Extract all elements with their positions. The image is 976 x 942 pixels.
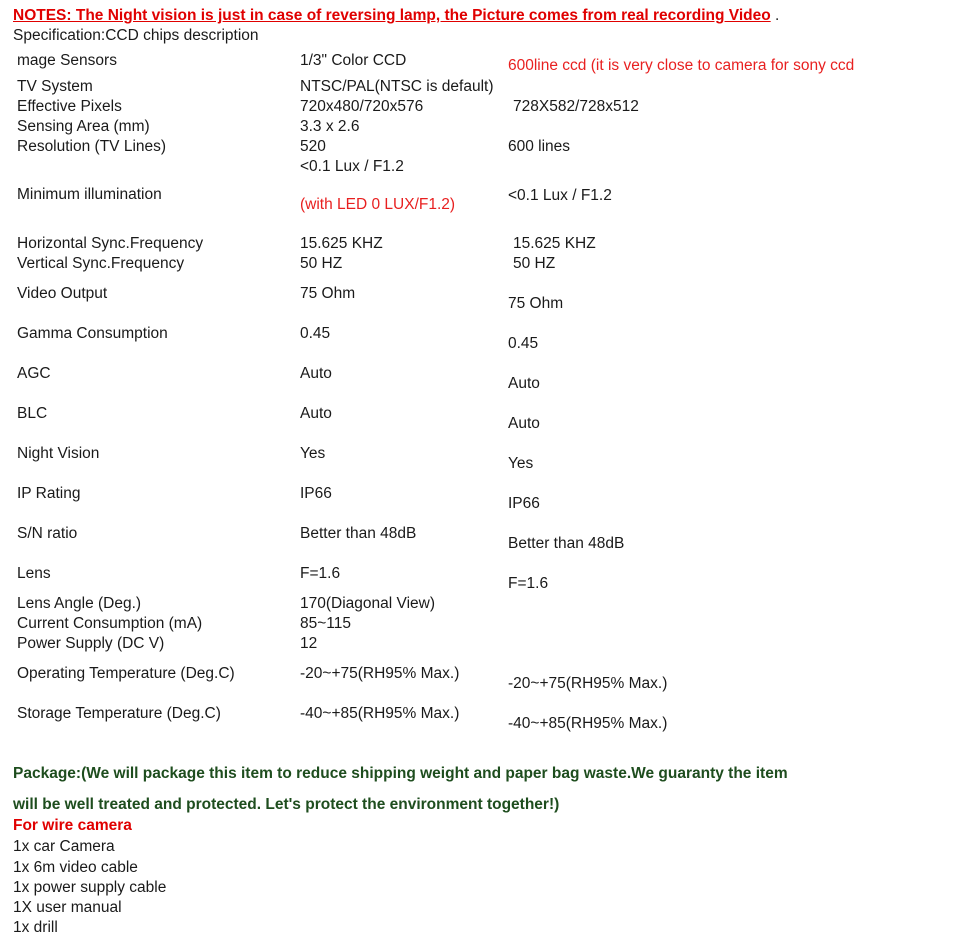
spec-label: Minimum illumination	[17, 186, 162, 203]
spec-value: Yes	[300, 445, 326, 462]
spec-value: Auto	[300, 365, 332, 382]
spec-label: Gamma Consumption	[17, 325, 168, 342]
spec-value: 50 HZ	[300, 255, 343, 272]
spec-label: TV System	[17, 78, 93, 95]
spec-value: IP66	[300, 485, 332, 502]
spec-title: Specification:CCD chips description	[13, 27, 259, 44]
spec-value-alt: 15.625 KHZ	[513, 235, 596, 252]
spec-value: <0.1 Lux / F1.2	[300, 158, 404, 175]
spec-label: Horizontal Sync.Frequency	[17, 235, 204, 252]
spec-value-alt: 50 HZ	[513, 255, 556, 272]
spec-label: Effective Pixels	[17, 98, 122, 115]
spec-value-alt: IP66	[508, 495, 540, 512]
package-item: 1x 6m video cable	[13, 859, 138, 876]
spec-label: Video Output	[17, 285, 108, 302]
spec-value-alt: 0.45	[508, 335, 539, 352]
spec-value-alt: <0.1 Lux / F1.2	[508, 187, 612, 204]
spec-value-alt: Auto	[508, 375, 540, 392]
package-item: 1x car Camera	[13, 838, 115, 855]
spec-value: 85~115	[300, 615, 352, 632]
spec-value: Auto	[300, 405, 332, 422]
spec-value: 1/3" Color CCD	[300, 52, 407, 69]
spec-label: IP Rating	[17, 485, 81, 502]
spec-label: Night Vision	[17, 445, 100, 462]
spec-label: Resolution (TV Lines)	[17, 138, 167, 155]
package-line-1: Package:(We will package this item to reduce shipping weight and paper bag waste.We guaranty the item	[13, 765, 788, 782]
spec-value: NTSC/PAL(NTSC is default)	[300, 78, 494, 95]
spec-label: Storage Temperature (Deg.C)	[17, 705, 221, 722]
spec-label: Sensing Area (mm)	[17, 118, 150, 135]
spec-value-alt: 728X582/728x512	[513, 98, 639, 115]
spec-value-alt: Better than 48dB	[508, 535, 625, 552]
spec-value: 12	[300, 635, 318, 652]
cropped-top-text	[70, 0, 270, 3]
spec-value: F=1.6	[300, 565, 341, 582]
spec-value-alt: 600line ccd (it is very close to camera for sony ccd	[508, 57, 855, 74]
notes-suffix: .	[775, 7, 780, 24]
spec-label: Lens Angle (Deg.)	[17, 595, 142, 612]
spec-value-alt: Yes	[508, 455, 534, 472]
spec-value-alt: Auto	[508, 415, 540, 432]
package-item: 1x power supply cable	[13, 879, 167, 896]
package-heading: For wire camera	[13, 817, 132, 834]
spec-value-alt: -20~+75(RH95% Max.)	[508, 675, 668, 692]
package-item: 1X user manual	[13, 899, 122, 916]
package-line-2: will be well treated and protected. Let's protect the environment together!)	[13, 796, 560, 813]
spec-value-note: (with LED 0 LUX/F1.2)	[300, 196, 456, 213]
spec-value: -20~+75(RH95% Max.)	[300, 665, 460, 682]
spec-label: Vertical Sync.Frequency	[17, 255, 185, 272]
notes-line	[13, 7, 779, 25]
spec-label: AGC	[17, 365, 51, 382]
package-item: 1x drill	[13, 919, 58, 936]
spec-value-alt: 75 Ohm	[508, 295, 564, 312]
spec-value-alt: 600 lines	[508, 138, 571, 155]
spec-label: Operating Temperature (Deg.C)	[17, 665, 235, 682]
spec-value: Better than 48dB	[300, 525, 417, 542]
spec-value: 520	[300, 138, 326, 155]
spec-label: Current Consumption (mA)	[17, 615, 203, 632]
spec-value: 720x480/720x576	[300, 98, 424, 115]
spec-label: Lens	[17, 565, 51, 582]
spec-label: S/N ratio	[17, 525, 78, 542]
spec-value-alt: -40~+85(RH95% Max.)	[508, 715, 668, 732]
spec-label: BLC	[17, 405, 48, 422]
spec-value: 0.45	[300, 325, 331, 342]
spec-value: 3.3 x 2.6	[300, 118, 360, 135]
spec-label: Power Supply (DC V)	[17, 635, 165, 652]
notes-text: NOTES: The Night vision is just in case of reversing lamp, the Picture comes from real recording Video	[13, 7, 771, 24]
spec-label: mage Sensors	[17, 52, 117, 69]
spec-value-alt: F=1.6	[508, 575, 549, 592]
spec-value: 15.625 KHZ	[300, 235, 383, 252]
spec-value: 75 Ohm	[300, 285, 356, 302]
spec-value: 170(Diagonal View)	[300, 595, 435, 612]
spec-value: -40~+85(RH95% Max.)	[300, 705, 460, 722]
